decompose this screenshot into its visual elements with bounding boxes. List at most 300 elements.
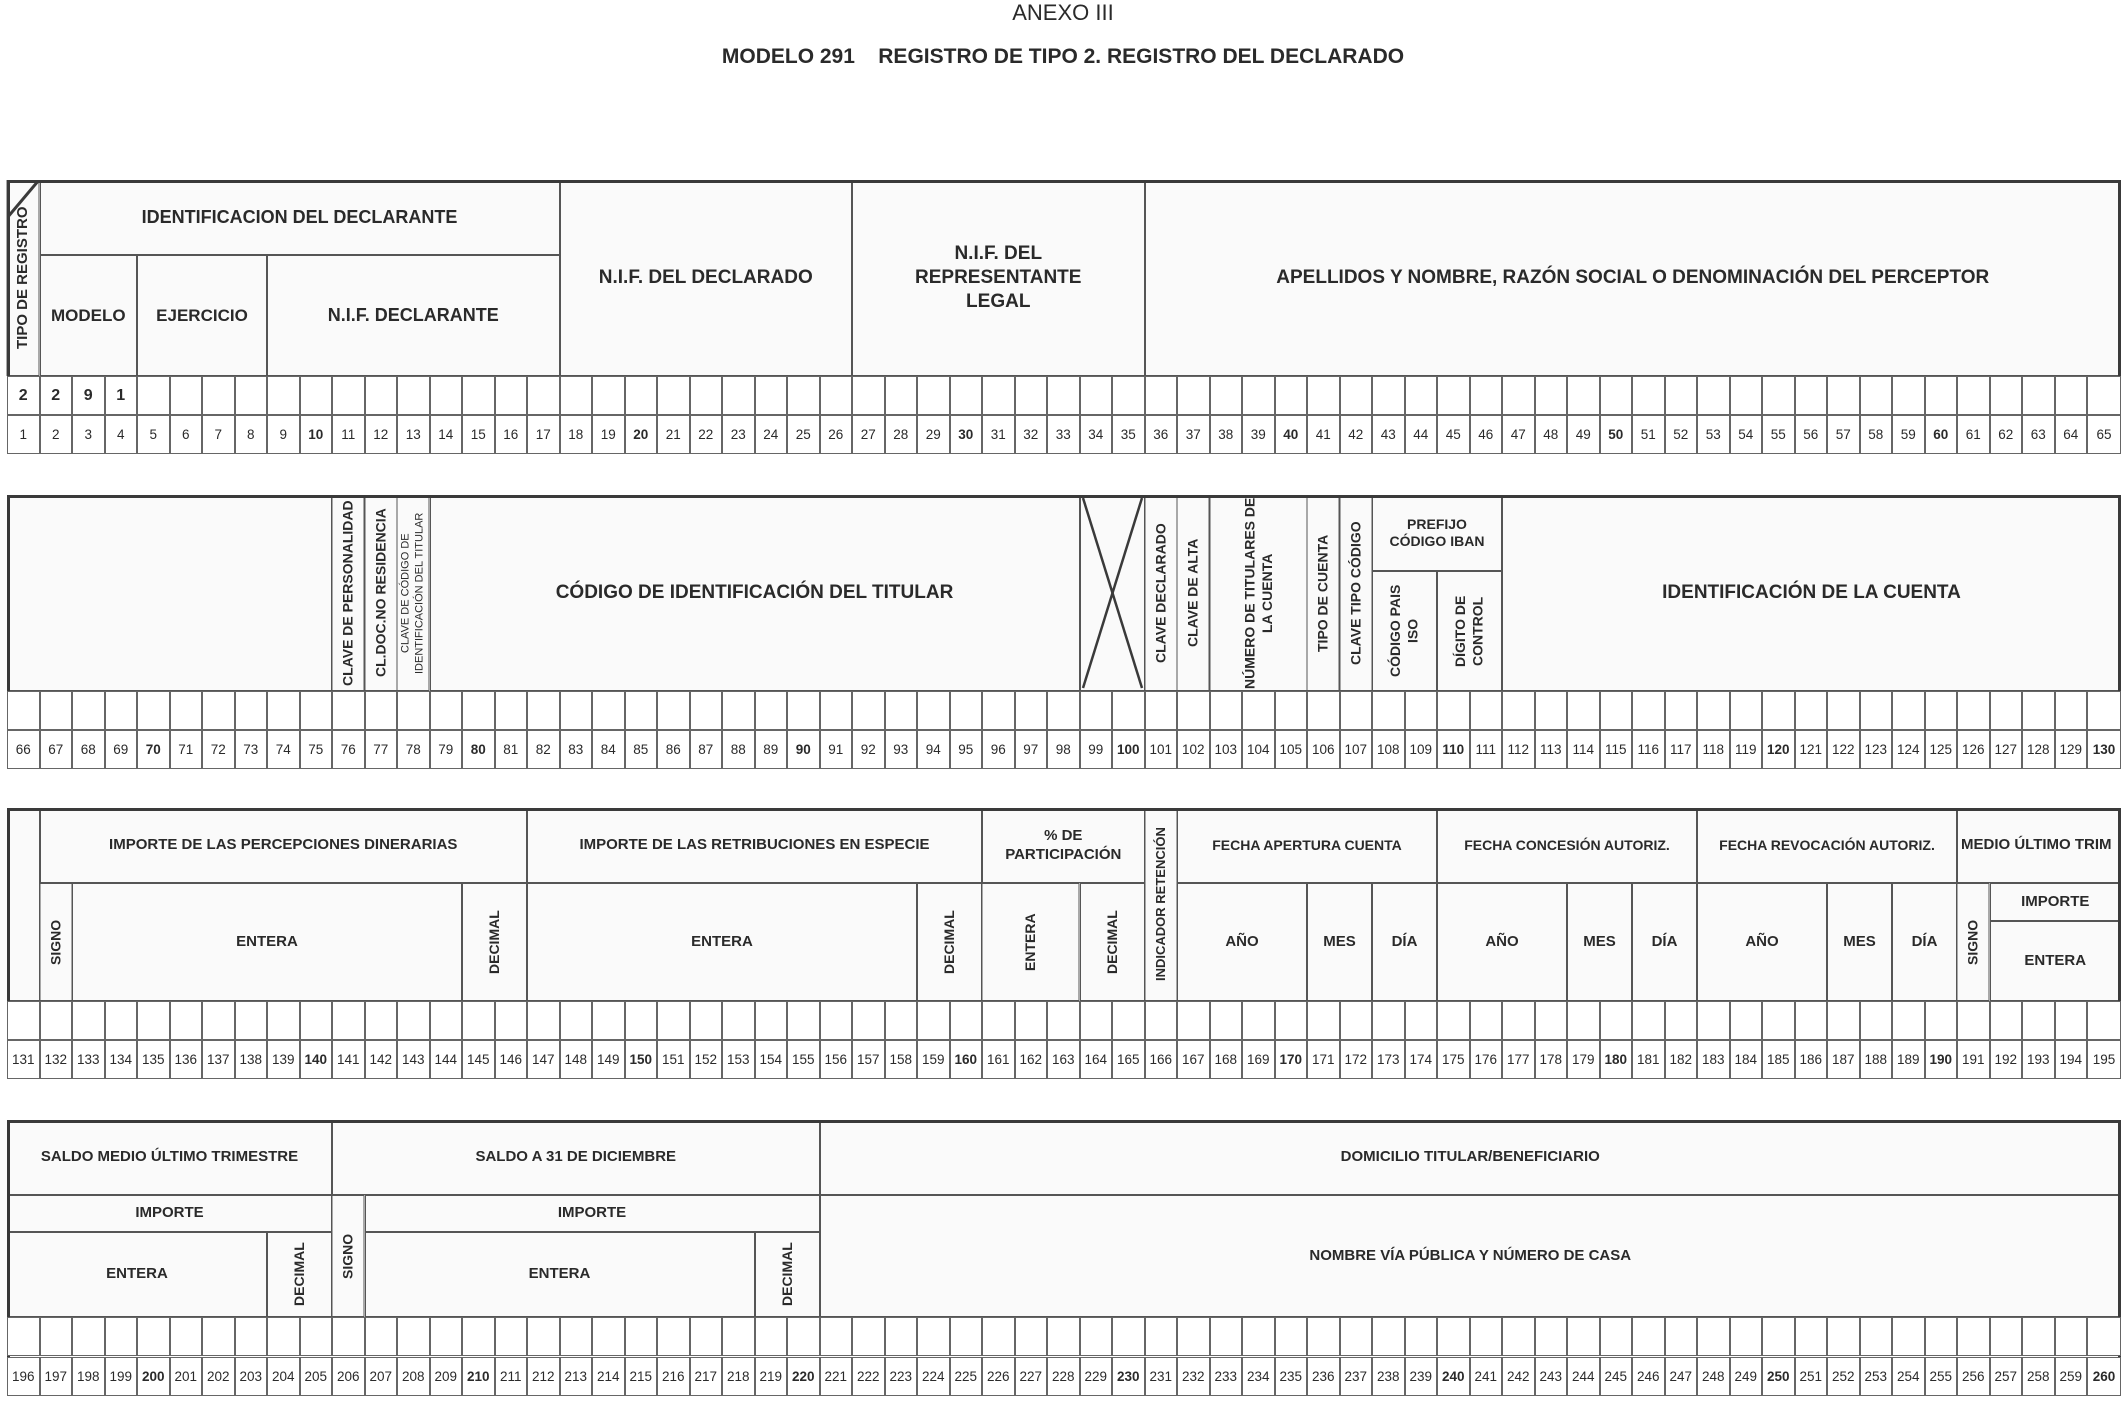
input-cell[interactable] [1015, 1317, 1048, 1356]
header-ejercicio: EJERCICIO [137, 255, 267, 376]
input-cell[interactable] [1242, 376, 1275, 415]
input-cell[interactable] [657, 1001, 690, 1040]
input-cell[interactable] [1502, 691, 1535, 730]
input-cell[interactable] [917, 1317, 950, 1356]
input-cell[interactable] [982, 691, 1015, 730]
input-cell[interactable] [1015, 691, 1048, 730]
input-cell[interactable] [1535, 691, 1568, 730]
input-cell[interactable] [1405, 1001, 1438, 1040]
input-cell[interactable] [722, 1001, 755, 1040]
input-cell[interactable] [105, 691, 138, 730]
input-cell[interactable] [560, 1317, 593, 1356]
position-number: 143 [397, 1040, 430, 1079]
input-cell[interactable] [1437, 1001, 1470, 1040]
input-cell[interactable] [1275, 1001, 1308, 1040]
input-cell[interactable] [1145, 1317, 1178, 1356]
input-cell[interactable] [365, 1001, 398, 1040]
input-cell[interactable] [592, 376, 625, 415]
input-cell[interactable] [1145, 376, 1178, 415]
input-cell[interactable] [625, 1001, 658, 1040]
input-cell[interactable] [592, 1001, 625, 1040]
input-cell[interactable] [852, 376, 885, 415]
input-cell[interactable] [1730, 1317, 1763, 1356]
input-cell[interactable] [1112, 691, 1145, 730]
input-cell[interactable] [1925, 1317, 1958, 1356]
input-cell[interactable] [1665, 691, 1698, 730]
input-cell[interactable] [1177, 376, 1210, 415]
input-cell[interactable] [950, 691, 983, 730]
input-cell[interactable] [2087, 1001, 2121, 1040]
input-cell[interactable] [267, 691, 300, 730]
input-cell[interactable] [1307, 376, 1340, 415]
input-cell[interactable] [1860, 376, 1893, 415]
input-cell[interactable] [397, 376, 430, 415]
input-cell[interactable] [137, 1317, 170, 1356]
input-cell[interactable] [332, 1001, 365, 1040]
input-cell[interactable] [1145, 1001, 1178, 1040]
input-cell[interactable] [1925, 691, 1958, 730]
input-cell[interactable] [1307, 691, 1340, 730]
input-cell[interactable] [1047, 691, 1080, 730]
input-cell[interactable] [1502, 1317, 1535, 1356]
input-cell[interactable] [885, 376, 918, 415]
input-cell[interactable] [560, 376, 593, 415]
input-cell[interactable] [1112, 1001, 1145, 1040]
input-cell[interactable] [495, 376, 528, 415]
input-cell[interactable] [202, 1317, 235, 1356]
input-cell[interactable] [1015, 376, 1048, 415]
input-cell[interactable] [105, 1001, 138, 1040]
input-cell[interactable] [1697, 1317, 1730, 1356]
input-cell[interactable] [1340, 1317, 1373, 1356]
input-cell[interactable] [397, 1317, 430, 1356]
position-number: 10 [300, 415, 333, 454]
input-cell[interactable] [982, 1317, 1015, 1356]
input-cell[interactable] [625, 376, 658, 415]
input-cell[interactable] [1892, 376, 1925, 415]
input-cell[interactable] [300, 1317, 333, 1356]
input-cell[interactable] [7, 691, 40, 730]
input-cell[interactable] [787, 691, 820, 730]
input-cell[interactable] [657, 691, 690, 730]
position-number: 72 [202, 730, 235, 769]
input-cell[interactable] [1600, 1001, 1633, 1040]
input-cell[interactable] [1210, 376, 1243, 415]
position-number: 17 [527, 415, 560, 454]
input-cell[interactable] [1340, 376, 1373, 415]
input-cell[interactable] [787, 376, 820, 415]
input-cell[interactable] [170, 376, 203, 415]
input-cell[interactable] [1535, 1317, 1568, 1356]
header-importe-1: IMPORTE [7, 1195, 332, 1232]
input-cell[interactable] [950, 1317, 983, 1356]
input-cell[interactable] [202, 691, 235, 730]
input-cell[interactable] [592, 1317, 625, 1356]
position-number: 40 [1275, 415, 1308, 454]
input-cell[interactable] [755, 1001, 788, 1040]
input-cell[interactable] [137, 691, 170, 730]
input-cell[interactable] [950, 376, 983, 415]
input-cell[interactable] [1632, 691, 1665, 730]
input-cell[interactable] [1665, 376, 1698, 415]
input-cell[interactable] [1210, 1317, 1243, 1356]
input-cell[interactable] [1860, 691, 1893, 730]
input-cell[interactable] [1957, 376, 1990, 415]
input-cell[interactable] [1827, 1001, 1860, 1040]
input-cell[interactable] [657, 1317, 690, 1356]
position-number: 157 [852, 1040, 885, 1079]
input-cell[interactable] [365, 1317, 398, 1356]
input-cell[interactable] [1632, 376, 1665, 415]
input-cell[interactable] [1470, 691, 1503, 730]
input-cell[interactable] [40, 1317, 73, 1356]
input-cell[interactable] [1892, 1317, 1925, 1356]
input-cell[interactable] [397, 1001, 430, 1040]
input-cell[interactable] [1600, 376, 1633, 415]
input-cell[interactable] [72, 1001, 105, 1040]
input-cell[interactable] [1340, 691, 1373, 730]
input-cell[interactable] [2022, 1001, 2055, 1040]
position-number: 127 [1990, 730, 2023, 769]
input-cell[interactable] [1112, 376, 1145, 415]
input-cell[interactable] [1372, 691, 1405, 730]
position-number: 46 [1470, 415, 1503, 454]
input-cell[interactable] [105, 1317, 138, 1356]
input-cell[interactable] [7, 1317, 40, 1356]
input-cell[interactable] [820, 691, 853, 730]
input-cell[interactable] [820, 376, 853, 415]
input-cell[interactable] [787, 1317, 820, 1356]
input-cell[interactable] [1340, 1001, 1373, 1040]
input-cell[interactable] [852, 1317, 885, 1356]
input-cell[interactable] [72, 376, 105, 415]
header-entera-4: ENTERA [1990, 921, 2122, 1001]
input-cell[interactable] [2087, 1317, 2121, 1356]
input-cell[interactable] [917, 691, 950, 730]
input-cell[interactable] [820, 1001, 853, 1040]
input-cell[interactable] [1242, 691, 1275, 730]
input-cell[interactable] [1242, 1317, 1275, 1356]
input-cell[interactable] [1990, 1317, 2023, 1356]
input-cell[interactable] [1470, 1001, 1503, 1040]
input-cell[interactable] [1762, 691, 1795, 730]
input-cell[interactable] [72, 1317, 105, 1356]
input-cell[interactable] [1405, 691, 1438, 730]
input-cell[interactable] [950, 1001, 983, 1040]
input-cell[interactable] [755, 691, 788, 730]
input-cell[interactable] [1762, 376, 1795, 415]
input-cell[interactable] [1665, 1001, 1698, 1040]
input-cell[interactable] [982, 376, 1015, 415]
input-cell[interactable] [917, 376, 950, 415]
input-cell[interactable] [885, 1317, 918, 1356]
input-cell[interactable] [1925, 376, 1958, 415]
input-cell[interactable] [1892, 1001, 1925, 1040]
input-cell[interactable] [7, 376, 40, 415]
input-cell[interactable] [690, 691, 723, 730]
input-cell[interactable] [755, 376, 788, 415]
input-cell[interactable] [40, 1001, 73, 1040]
input-cell[interactable] [527, 1001, 560, 1040]
input-cell[interactable] [1080, 691, 1113, 730]
position-number: 69 [105, 730, 138, 769]
input-cell[interactable] [365, 376, 398, 415]
input-cell[interactable] [1957, 1317, 1990, 1356]
input-cell[interactable] [1925, 1001, 1958, 1040]
input-cell[interactable] [495, 691, 528, 730]
input-cell[interactable] [2022, 691, 2055, 730]
position-number: 246 [1632, 1357, 1665, 1396]
input-cell[interactable] [235, 1001, 268, 1040]
input-cell[interactable] [202, 1001, 235, 1040]
input-cell[interactable] [527, 691, 560, 730]
input-cell[interactable] [2055, 691, 2088, 730]
input-cell[interactable] [235, 691, 268, 730]
input-cell[interactable] [722, 376, 755, 415]
input-cell[interactable] [332, 376, 365, 415]
position-number: 192 [1990, 1040, 2023, 1079]
input-cell[interactable] [430, 1001, 463, 1040]
input-cell[interactable] [267, 1001, 300, 1040]
input-cell[interactable] [1177, 691, 1210, 730]
input-cell[interactable] [1957, 691, 1990, 730]
position-number: 20 [625, 415, 658, 454]
input-cell[interactable] [1697, 376, 1730, 415]
input-cell[interactable] [1567, 1317, 1600, 1356]
position-number: 225 [950, 1357, 983, 1396]
input-cell[interactable] [1762, 1001, 1795, 1040]
input-cell[interactable] [917, 1001, 950, 1040]
input-cell[interactable] [690, 1317, 723, 1356]
input-cell[interactable] [1405, 1317, 1438, 1356]
input-cell[interactable] [397, 691, 430, 730]
input-cell[interactable] [1047, 1317, 1080, 1356]
input-cell[interactable] [1307, 1001, 1340, 1040]
input-cell[interactable] [495, 1001, 528, 1040]
input-cell[interactable] [1502, 1001, 1535, 1040]
input-cell[interactable] [462, 1317, 495, 1356]
input-cell[interactable] [1437, 376, 1470, 415]
input-cell[interactable] [1567, 1001, 1600, 1040]
input-cell[interactable] [852, 691, 885, 730]
input-cell[interactable] [1795, 691, 1828, 730]
input-cell[interactable] [170, 691, 203, 730]
input-cell[interactable] [40, 691, 73, 730]
input-cell[interactable] [1437, 1317, 1470, 1356]
input-cell[interactable] [1600, 1317, 1633, 1356]
input-cell[interactable] [1860, 1317, 1893, 1356]
position-number: 100 [1112, 730, 1145, 769]
input-cell[interactable] [1210, 691, 1243, 730]
input-cell[interactable] [1665, 1317, 1698, 1356]
input-cell[interactable] [1730, 376, 1763, 415]
input-cell[interactable] [1177, 1317, 1210, 1356]
input-cell[interactable] [170, 1317, 203, 1356]
input-cell[interactable] [1112, 1317, 1145, 1356]
input-cell[interactable] [267, 1317, 300, 1356]
input-cell[interactable] [7, 1001, 40, 1040]
input-cell[interactable] [690, 376, 723, 415]
position-number: 151 [657, 1040, 690, 1079]
position-number: 147 [527, 1040, 560, 1079]
input-cell[interactable] [202, 376, 235, 415]
input-cell[interactable] [1535, 376, 1568, 415]
input-cell[interactable] [365, 691, 398, 730]
input-cell[interactable] [2055, 376, 2088, 415]
input-cell[interactable] [1047, 376, 1080, 415]
position-number: 58 [1860, 415, 1893, 454]
input-cell[interactable] [1080, 376, 1113, 415]
input-cell[interactable] [495, 1317, 528, 1356]
input-cell[interactable] [820, 1317, 853, 1356]
input-cell[interactable] [722, 691, 755, 730]
input-cell[interactable] [1632, 1001, 1665, 1040]
input-cell[interactable] [1080, 1001, 1113, 1040]
input-cell[interactable] [1535, 1001, 1568, 1040]
input-cell[interactable] [592, 691, 625, 730]
input-cell[interactable] [1242, 1001, 1275, 1040]
input-cell[interactable] [2087, 376, 2121, 415]
input-cell[interactable] [625, 691, 658, 730]
input-cell[interactable] [1437, 691, 1470, 730]
input-cell[interactable] [1730, 1001, 1763, 1040]
input-cell[interactable] [2022, 376, 2055, 415]
input-cell[interactable] [430, 1317, 463, 1356]
input-cell[interactable] [1372, 376, 1405, 415]
position-number: 247 [1665, 1357, 1698, 1396]
block-account-identification [7, 495, 2121, 768]
input-cell[interactable] [235, 1317, 268, 1356]
input-cell[interactable] [2022, 1317, 2055, 1356]
input-cell[interactable] [787, 1001, 820, 1040]
input-cell[interactable] [1145, 691, 1178, 730]
position-number: 243 [1535, 1357, 1568, 1396]
input-cell[interactable] [170, 1001, 203, 1040]
header-dia-1: DÍA [1372, 883, 1437, 1001]
input-cell[interactable] [2055, 1001, 2088, 1040]
input-cell[interactable] [625, 1317, 658, 1356]
input-cell[interactable] [1275, 376, 1308, 415]
input-cell[interactable] [1275, 1317, 1308, 1356]
input-cell[interactable] [885, 1001, 918, 1040]
input-cell[interactable] [1762, 1317, 1795, 1356]
input-cell[interactable] [657, 376, 690, 415]
input-cell[interactable] [300, 691, 333, 730]
position-number: 95 [950, 730, 983, 769]
input-cell[interactable] [1015, 1001, 1048, 1040]
input-cell[interactable] [1990, 376, 2023, 415]
input-cell[interactable] [1047, 1001, 1080, 1040]
input-cell[interactable] [137, 1001, 170, 1040]
position-number: 182 [1665, 1040, 1698, 1079]
input-cell[interactable] [1957, 1001, 1990, 1040]
position-number: 176 [1470, 1040, 1503, 1079]
input-cell[interactable] [462, 376, 495, 415]
input-cell[interactable] [1502, 376, 1535, 415]
header-clave-alta: CLAVE DE ALTA [1177, 495, 1210, 691]
position-number: 135 [137, 1040, 170, 1079]
input-cell[interactable] [1795, 1317, 1828, 1356]
input-cell[interactable] [267, 376, 300, 415]
input-cell[interactable] [1372, 1317, 1405, 1356]
input-cell[interactable] [1990, 1001, 2023, 1040]
input-cell[interactable] [137, 376, 170, 415]
input-cell[interactable] [1697, 691, 1730, 730]
input-cell[interactable] [72, 691, 105, 730]
input-cell[interactable] [1080, 1317, 1113, 1356]
input-cell[interactable] [332, 691, 365, 730]
input-cell[interactable] [1177, 1001, 1210, 1040]
position-number: 252 [1827, 1357, 1860, 1396]
input-cell[interactable] [755, 1317, 788, 1356]
input-cell[interactable] [1632, 1317, 1665, 1356]
header-nif-declarante: N.I.F. DECLARANTE [267, 255, 560, 376]
input-cell[interactable] [300, 376, 333, 415]
position-number: 63 [2022, 415, 2055, 454]
input-cell[interactable] [1275, 691, 1308, 730]
input-cell[interactable] [982, 1001, 1015, 1040]
input-cell[interactable] [2055, 1317, 2088, 1356]
input-cell[interactable] [1827, 691, 1860, 730]
input-cell[interactable] [690, 1001, 723, 1040]
input-cell[interactable] [1990, 691, 2023, 730]
input-cell[interactable] [722, 1317, 755, 1356]
input-cell[interactable] [430, 691, 463, 730]
input-cell[interactable] [1470, 1317, 1503, 1356]
input-cell[interactable] [332, 1317, 365, 1356]
input-cell[interactable] [1470, 376, 1503, 415]
header-fecha-concesion: FECHA CONCESIÓN AUTORIZ. [1437, 808, 1697, 883]
position-number: 228 [1047, 1357, 1080, 1396]
header-medio-ultimo-trim: MEDIO ÚLTIMO TRIM [1957, 808, 2121, 883]
input-cell[interactable] [462, 1001, 495, 1040]
input-cell[interactable] [1697, 1001, 1730, 1040]
input-cell[interactable] [1795, 1001, 1828, 1040]
position-number: 6 [170, 415, 203, 454]
input-cell[interactable] [300, 1001, 333, 1040]
input-cell[interactable] [1892, 691, 1925, 730]
input-cell[interactable] [2087, 691, 2121, 730]
input-cell[interactable] [40, 376, 73, 415]
input-cell[interactable] [885, 691, 918, 730]
input-cell[interactable] [560, 691, 593, 730]
input-cell[interactable] [1795, 376, 1828, 415]
input-cell[interactable] [1372, 1001, 1405, 1040]
input-cell[interactable] [560, 1001, 593, 1040]
position-number: 121 [1795, 730, 1828, 769]
position-number: 174 [1405, 1040, 1438, 1079]
input-cell[interactable] [1827, 1317, 1860, 1356]
input-cell[interactable] [1600, 691, 1633, 730]
header-mes-3: MES [1827, 883, 1892, 1001]
input-cell[interactable] [1860, 1001, 1893, 1040]
input-cell[interactable] [430, 376, 463, 415]
input-cell[interactable] [1210, 1001, 1243, 1040]
input-cell[interactable] [1307, 1317, 1340, 1356]
input-cell[interactable] [1405, 376, 1438, 415]
input-cell[interactable] [1827, 376, 1860, 415]
input-cell[interactable] [852, 1001, 885, 1040]
input-cell[interactable] [1567, 376, 1600, 415]
input-cell[interactable] [1730, 691, 1763, 730]
input-cell[interactable] [1567, 691, 1600, 730]
input-cell[interactable] [462, 691, 495, 730]
input-cell[interactable] [527, 1317, 560, 1356]
input-cell[interactable] [527, 376, 560, 415]
position-number: 65 [2087, 415, 2121, 454]
input-cell[interactable] [235, 376, 268, 415]
input-cell[interactable] [105, 376, 138, 415]
